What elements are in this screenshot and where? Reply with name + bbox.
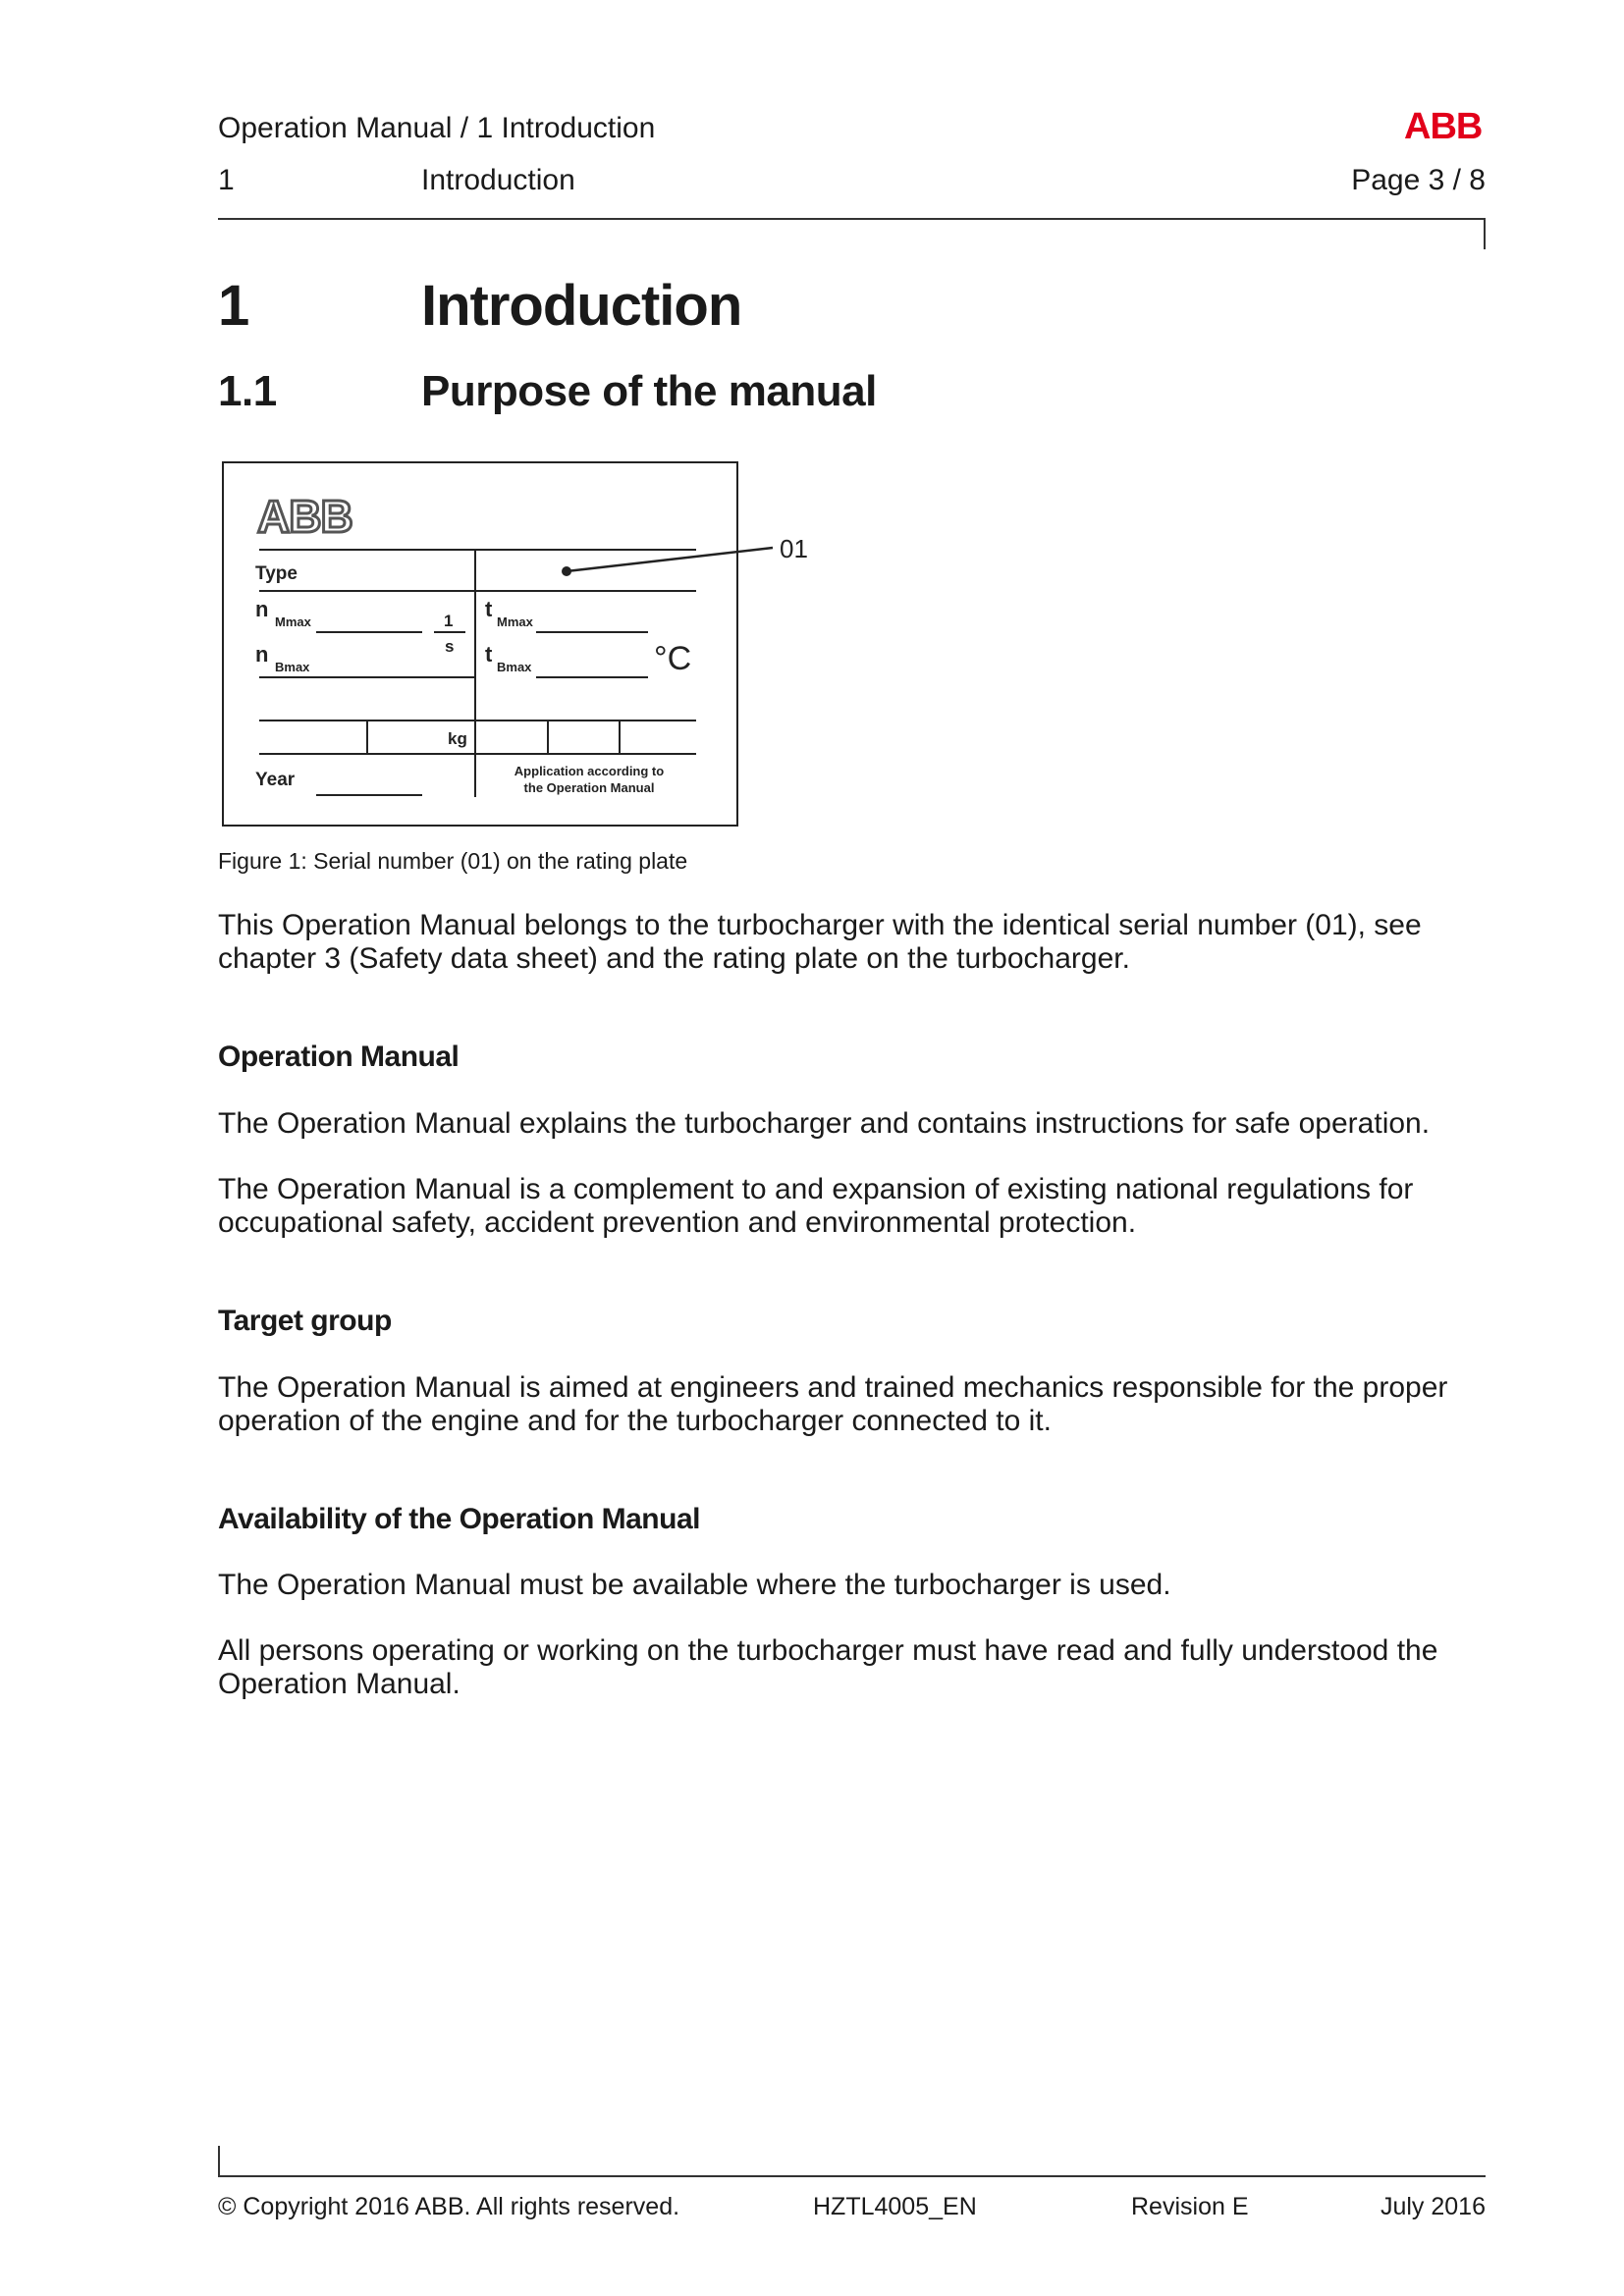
- callout-dot: [562, 566, 571, 576]
- application-line1: Application according to: [514, 764, 665, 778]
- n-mmax-subscript: Mmax: [275, 614, 311, 629]
- t-bmax-symbol: t: [485, 642, 493, 667]
- section-paragraph: The Operation Manual explains the turbocharger and contains instructions for safe operation.: [218, 1107, 1431, 1140]
- footer-copyright: © Copyright 2016 ABB. All rights reserved.: [218, 2193, 680, 2220]
- heading1-title: Introduction: [421, 274, 742, 338]
- heading1-number: 1: [218, 274, 249, 338]
- section-title-availability: Availability of the Operation Manual: [218, 1503, 700, 1535]
- n-bmax-symbol: n: [255, 642, 269, 667]
- header-chapter-title: Introduction: [421, 164, 575, 196]
- footer-doc-id: HZTL4005_EN: [813, 2193, 977, 2220]
- callout-label: 01: [780, 534, 808, 563]
- header-page-number: Page 3 / 8: [1351, 164, 1486, 196]
- unit-numerator: 1: [444, 612, 454, 630]
- abb-logo: ABB: [1404, 106, 1483, 147]
- section-paragraph: The Operation Manual is a complement to and expansion of existing national regulations for occupational safety, accident prevention and environmental protection.: [218, 1173, 1414, 1239]
- application-line2: the Operation Manual: [523, 780, 655, 795]
- footer-date: July 2016: [1380, 2193, 1486, 2220]
- heading2-title: Purpose of the manual: [421, 367, 877, 415]
- unit-denominator: s: [445, 637, 455, 656]
- figure-caption: Figure 1: Serial number (01) on the rating plate: [218, 848, 688, 874]
- type-label: Type: [255, 563, 298, 584]
- footer-rule-tick: [218, 2146, 220, 2177]
- header-rule: [218, 218, 1486, 220]
- header-breadcrumb: Operation Manual / 1 Introduction: [218, 112, 656, 144]
- footer-rule: [218, 2175, 1486, 2177]
- footer-revision: Revision E: [1131, 2193, 1249, 2220]
- section-paragraph: The Operation Manual must be available where the turbocharger is used.: [218, 1569, 1171, 1601]
- n-bmax-subscript: Bmax: [275, 660, 310, 674]
- section-title-operation-manual: Operation Manual: [218, 1041, 460, 1073]
- section-paragraph: All persons operating or working on the turbocharger must have read and fully understood the Operation Manual.: [218, 1634, 1438, 1700]
- intro-paragraph: This Operation Manual belongs to the turbocharger with the identical serial number (01), see chapter 3 (Safety data sheet) and the rating plate on the turbocharger.: [218, 909, 1422, 975]
- heading2-number: 1.1: [218, 367, 277, 415]
- year-label: Year: [255, 770, 296, 790]
- mass-unit: kg: [448, 729, 467, 748]
- rating-plate-figure: [218, 457, 827, 830]
- plate-abb-logo: ABB: [257, 491, 352, 542]
- n-mmax-symbol: n: [255, 597, 269, 621]
- t-mmax-symbol: t: [485, 597, 493, 621]
- header-chapter-number: 1: [218, 164, 235, 196]
- header-rule-tick: [1484, 218, 1486, 249]
- section-paragraph: The Operation Manual is aimed at engineers and trained mechanics responsible for the proper operation of the engine and for the turbocharger connected to it.: [218, 1371, 1448, 1437]
- temp-unit: °C: [654, 640, 692, 677]
- t-bmax-subscript: Bmax: [497, 660, 532, 674]
- t-mmax-subscript: Mmax: [497, 614, 533, 629]
- section-title-target-group: Target group: [218, 1305, 392, 1337]
